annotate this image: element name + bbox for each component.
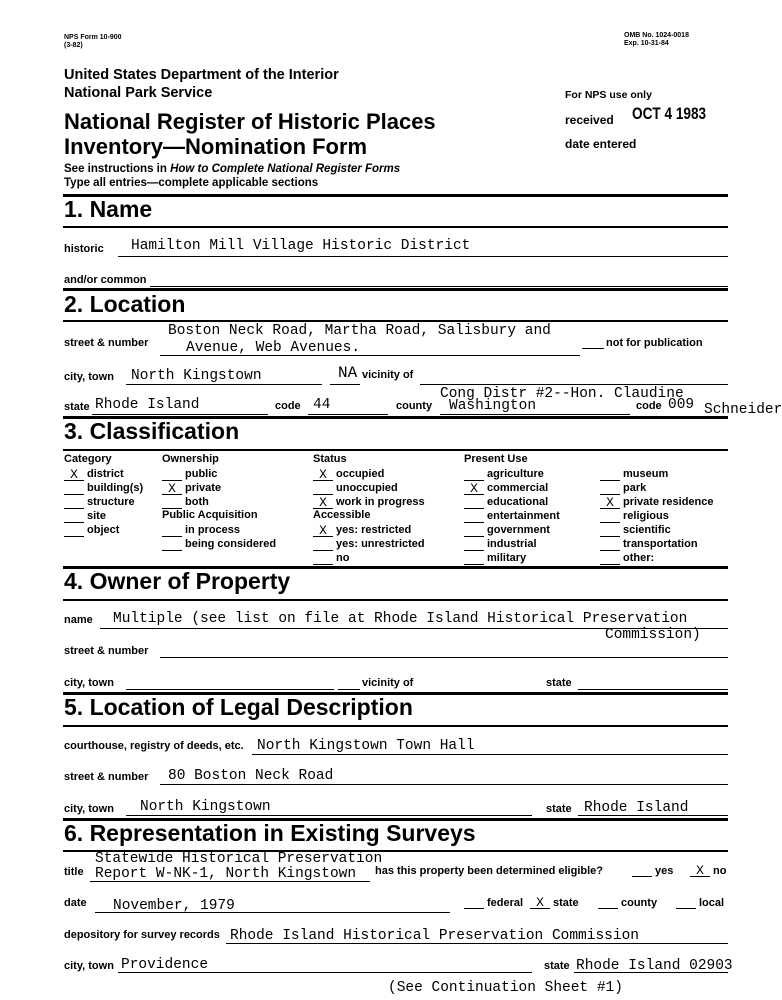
checkbox-blank[interactable] [464,484,484,495]
legal-state-value: Rhode Island [584,800,689,816]
survey-local: local [676,897,724,909]
checkbox-structure[interactable] [64,495,143,509]
department: United States Department of the Interior [64,67,339,83]
county-label: county [396,400,433,412]
checkbox-label: district [87,468,124,480]
received-label: received [565,113,614,127]
checkbox-blank[interactable] [313,554,333,565]
survey-federal: federal [464,897,523,909]
checkbox-blank[interactable] [464,540,484,551]
survey-date-value: November, 1979 [113,898,235,914]
section-2-title: 2. Location [64,291,186,317]
county-value: Washington [449,398,537,414]
checkbox-blank[interactable] [313,484,333,495]
category-list [64,467,143,537]
checkbox-label: industrial [487,538,537,550]
checkbox-blank[interactable] [464,470,484,481]
checkbox-no[interactable] [313,551,425,565]
checkbox-site[interactable] [64,509,143,523]
continuation-note: (See Continuation Sheet #1) [388,980,623,996]
expiration: Exp. 10-31-84 [624,40,669,47]
omb-number: OMB No. 1024-0018 [624,32,689,39]
owner-city-label: city, town [64,677,114,689]
checkbox-industrial[interactable] [464,537,560,551]
vicinity-value: NA [338,364,358,382]
checkbox-blank[interactable] [600,540,620,551]
street-value-1: Boston Neck Road, Martha Road, Salisbury and [168,323,551,339]
form-title-2: Inventory—Nomination Form [64,134,368,159]
legal-city-value: North Kingstown [140,799,271,815]
checkbox-label: commercial [487,482,549,494]
checkbox-agriculture[interactable] [464,467,560,481]
status-header: Status [313,453,347,465]
checkbox-blank[interactable] [313,540,333,551]
checkbox-park[interactable] [600,481,714,495]
checkbox-label: unoccupied [336,482,398,494]
public-acquisition-header: Public Acquisition [162,509,258,521]
survey-title-label: title [64,866,84,878]
state-label: state [64,401,90,413]
checkbox-blank[interactable] [64,526,84,537]
form-revision: (3-82) [64,42,83,49]
checkbox-label: transportation [623,538,698,550]
checkbox-blank[interactable] [162,498,182,509]
checkbox-private[interactable] [162,481,221,495]
code-label: code [275,400,301,412]
checkbox-museum[interactable] [600,467,714,481]
instructions: See instructions in How to Complete National Register Forms [64,163,401,175]
checkbox-label: private residence [623,496,714,508]
common-label: and/or common [64,274,147,286]
present-use-list-2 [600,467,714,565]
agency: National Park Service [64,85,213,101]
checkbox-blank[interactable] [600,470,620,481]
access-list [313,523,425,565]
owner-street-label: street & number [64,645,149,657]
checkbox-label: public [185,468,218,480]
legal-city-label: city, town [64,803,114,815]
checkbox-label: private [185,482,222,494]
date-entered-label: date entered [565,137,637,151]
ownership-list [162,467,221,509]
checkbox-label: structure [87,496,135,508]
section-3-title: 3. Classification [64,418,240,444]
checkbox-blank[interactable] [600,484,620,495]
street-value-2: Avenue, Web Avenues. [186,340,361,356]
checkbox-label: military [487,552,527,564]
depository-state-value: Rhode Island 02903 [576,958,733,974]
checkbox-public[interactable] [162,467,221,481]
checkbox-in-process[interactable] [162,523,276,537]
checkbox-entertainment[interactable] [464,509,560,523]
checkbox-label: museum [623,468,669,480]
courthouse-value: North Kingstown Town Hall [257,738,475,754]
checkbox-blank[interactable] [64,498,84,509]
form-title-1: National Register of Historic Places [64,109,436,134]
checkbox-label: agriculture [487,468,544,480]
checkbox-label: yes: restricted [336,524,412,536]
checkbox-label: other: [623,552,655,564]
nps-use-only: For NPS use only [565,89,652,101]
depository-label: depository for survey records [64,929,220,941]
owner-name-label: name [64,614,93,626]
checkbox-label: educational [487,496,549,508]
checkbox-label: no [336,552,350,564]
form-number: NPS Form 10-900 [64,34,122,41]
category-header: Category [64,453,112,465]
checkbox-blank[interactable] [64,484,84,495]
checkbox-label: building(s) [87,482,144,494]
ownership-header: Ownership [162,453,219,465]
owner-name-value-2: Commission) [605,627,701,643]
section-4-title: 4. Owner of Property [64,568,291,594]
checkbox-blank[interactable] [162,484,182,495]
checkbox-blank[interactable] [162,470,182,481]
received-stamp: OCT 4 1983 [632,104,707,123]
checkbox-label: both [185,496,209,508]
county-code-value: 009 [668,397,695,413]
checkbox-label: yes: unrestricted [336,538,425,550]
checkbox-religious[interactable] [600,509,714,523]
section-6-title: 6. Representation in Existing Surveys [64,820,476,846]
checkbox-label: religious [623,510,669,522]
checkbox-blank[interactable] [313,470,333,481]
checkbox-government[interactable] [464,523,560,537]
type-entries: Type all entries—complete applicable sections [64,177,319,189]
checkbox-blank[interactable] [64,512,84,523]
checkbox-commercial[interactable] [464,481,560,495]
owner-vicinity-label: vicinity of [362,677,414,689]
code-value: 44 [313,397,331,413]
checkbox-object[interactable] [64,523,143,537]
checkbox-unoccupied[interactable] [313,481,425,495]
checkbox-label: government [487,524,550,536]
checkbox-being-considered[interactable] [162,537,276,551]
legal-state-label: state [546,803,572,815]
checkbox-private-residence[interactable] [600,495,714,509]
checkbox-blank[interactable] [464,554,484,565]
survey-title-1: Statewide Historical Preservation [95,851,383,867]
status-list [313,467,425,509]
checkbox-blank[interactable] [464,526,484,537]
checkbox-label: park [623,482,647,494]
checkbox-label: entertainment [487,510,560,522]
accessible-header: Accessible [313,509,371,521]
state-value: Rhode Island [95,397,200,413]
checkbox-label: scientific [623,524,671,536]
owner-name-value: Multiple (see list on file at Rhode Island Historical Preservation [113,611,688,627]
checkbox-blank[interactable] [600,512,620,523]
checkbox-scientific[interactable] [600,523,714,537]
checkbox-occupied[interactable] [313,467,425,481]
checkbox-label: site [87,510,106,522]
checkbox-label: object [87,524,120,536]
depository-state-label: state [544,960,570,972]
checkbox-blank[interactable] [64,470,84,481]
survey-title-2: Report W-NK-1, North Kingstown [95,866,357,882]
checkbox-blank[interactable] [313,498,333,509]
checkbox-blank[interactable] [600,526,620,537]
checkbox-work-in-progress[interactable] [313,495,425,509]
congressional-district: Cong Distr #2--Hon. Claudine [440,386,684,402]
checkbox-both[interactable] [162,495,221,509]
checkbox-transportation[interactable] [600,537,714,551]
checkbox-label: occupied [336,468,385,480]
depository-city-value: Providence [121,957,209,973]
depository-value: Rhode Island Historical Preservation Commission [230,928,639,944]
checkbox-other[interactable] [600,551,714,565]
legal-street-label: street & number [64,771,149,783]
checkbox-educational[interactable] [464,495,560,509]
checkbox-yes-unrestricted[interactable] [313,537,425,551]
owner-state-label: state [546,677,572,689]
present-use-header: Present Use [464,453,528,465]
eligible-no: X no [690,865,726,877]
eligible-yes: yes [632,865,673,877]
courthouse-label: courthouse, registry of deeds, etc. [64,740,244,752]
historic-name: Hamilton Mill Village Historic District [131,238,471,254]
depository-city-label: city, town [64,960,114,972]
checkbox-blank[interactable] [600,554,620,565]
checkbox-district[interactable] [64,467,143,481]
checkbox-military[interactable] [464,551,560,565]
section-5-title: 5. Location of Legal Description [64,694,413,720]
not-for-publication: not for publication [606,337,703,349]
checkbox-label: work in progress [336,496,425,508]
city-label: city, town [64,371,114,383]
checkbox-blank[interactable] [162,540,182,551]
county-code-label: code [636,400,662,412]
checkbox-label: in process [185,524,241,536]
present-use-list-1 [464,467,560,565]
checkbox-label: being considered [185,538,277,550]
survey-county: county [598,897,657,909]
checkbox-blank[interactable] [464,498,484,509]
checkbox-blank[interactable] [600,498,620,509]
congressman-name: Schneider [704,402,782,418]
legal-street-value: 80 Boston Neck Road [168,768,334,784]
checkbox-yes-restricted[interactable] [313,523,425,537]
survey-state: X state [530,897,579,909]
city-value: North Kingstown [131,368,262,384]
checkbox-blank[interactable] [313,526,333,537]
historic-label: historic [64,243,104,255]
checkbox-blank[interactable] [464,512,484,523]
survey-date-label: date [64,897,87,909]
eligible-question: has this property been determined eligible? [375,865,603,877]
checkbox-blank[interactable] [162,526,182,537]
acquisition-list [162,523,276,551]
vicinity-label: vicinity of [362,369,414,381]
section-1-title: 1. Name [64,196,153,222]
street-label: street & number [64,337,149,349]
checkbox-building-s[interactable] [64,481,143,495]
